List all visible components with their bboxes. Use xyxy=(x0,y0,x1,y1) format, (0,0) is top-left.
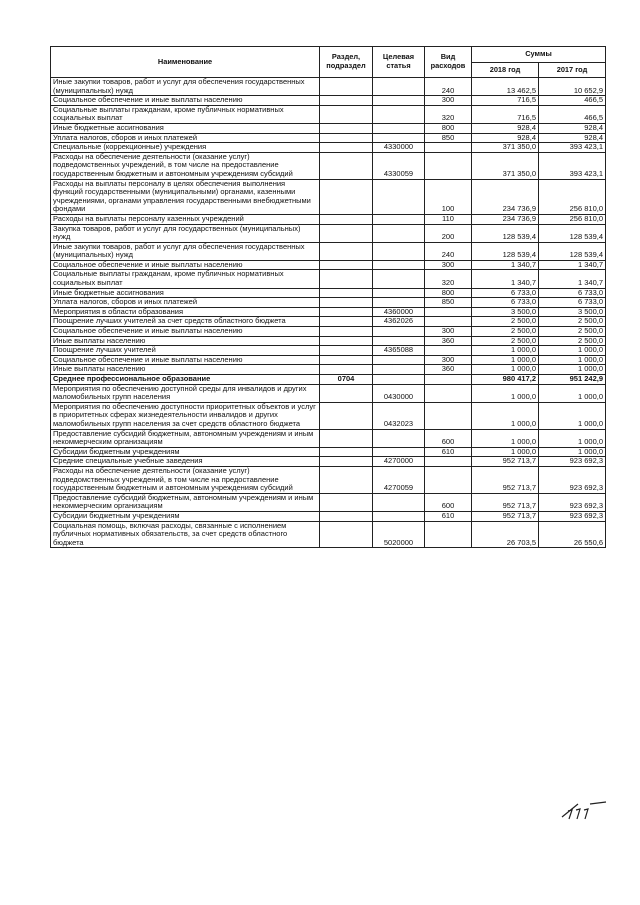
row-sum-2018: 234 736,9 xyxy=(472,214,539,224)
row-razdel xyxy=(320,457,373,467)
row-razdel xyxy=(320,365,373,375)
row-sum-2018: 13 462,5 xyxy=(472,78,539,96)
table-row xyxy=(51,511,606,521)
table-row xyxy=(51,327,606,337)
row-expense-type: 300 xyxy=(425,260,472,270)
table-row xyxy=(51,384,606,402)
row-name: Социальное обеспечение и иные выплаты населению xyxy=(51,96,320,106)
row-sum-2018: 26 703,5 xyxy=(472,521,539,548)
row-razdel xyxy=(320,384,373,402)
row-razdel xyxy=(320,521,373,548)
row-expense-type xyxy=(425,375,472,385)
row-expense-type: 610 xyxy=(425,511,472,521)
row-sum-2018: 2 500,0 xyxy=(472,336,539,346)
table-row xyxy=(51,298,606,308)
row-target-article: 4270059 xyxy=(373,466,425,493)
row-name: Социальные выплаты гражданам, кроме публичных нормативных социальных выплат xyxy=(51,105,320,123)
row-expense-type: 300 xyxy=(425,327,472,337)
row-target-article: 4330059 xyxy=(373,152,425,179)
row-sum-2018: 952 713,7 xyxy=(472,493,539,511)
row-name: Социальная помощь, включая расходы, связанные с исполнением публичных нормативных обязательств, за счет средств областного бюджета xyxy=(51,521,320,548)
row-sum-2017: 1 000,0 xyxy=(539,384,606,402)
row-razdel xyxy=(320,447,373,457)
row-name: Социальное обеспечение и иные выплаты населению xyxy=(51,355,320,365)
row-target-article xyxy=(373,214,425,224)
row-target-article xyxy=(373,179,425,214)
row-razdel xyxy=(320,96,373,106)
row-sum-2017: 3 500,0 xyxy=(539,307,606,317)
row-name: Социальное обеспечение и иные выплаты населению xyxy=(51,260,320,270)
row-expense-type: 110 xyxy=(425,214,472,224)
table-row xyxy=(51,447,606,457)
table-row xyxy=(51,152,606,179)
row-target-article xyxy=(373,365,425,375)
row-sum-2018: 2 500,0 xyxy=(472,317,539,327)
table-row xyxy=(51,402,606,429)
handwritten-page-mark xyxy=(560,798,608,820)
row-razdel xyxy=(320,307,373,317)
row-expense-type xyxy=(425,402,472,429)
row-target-article: 5020000 xyxy=(373,521,425,548)
row-expense-type xyxy=(425,521,472,548)
row-sum-2018: 128 539,4 xyxy=(472,224,539,242)
row-expense-type: 800 xyxy=(425,288,472,298)
row-sum-2018: 371 350,0 xyxy=(472,152,539,179)
row-name: Иные закупки товаров, работ и услуг для обеспечения государственных (муниципальных) нужд xyxy=(51,78,320,96)
row-target-article xyxy=(373,493,425,511)
row-name: Уплата налогов, сборов и иных платежей xyxy=(51,133,320,143)
row-name: Предоставление субсидий бюджетным, автономным учреждениям и иным некоммерческим организациям xyxy=(51,429,320,447)
row-expense-type: 300 xyxy=(425,355,472,365)
row-expense-type: 240 xyxy=(425,78,472,96)
row-name: Расходы на обеспечение деятельности (оказание услуг) подведомственных учреждений, в том числе на предоставление государственным бюджетным и автономным учреждениям субсидий xyxy=(51,152,320,179)
row-sum-2018: 1 000,0 xyxy=(472,429,539,447)
row-expense-type xyxy=(425,317,472,327)
row-razdel xyxy=(320,355,373,365)
row-target-article xyxy=(373,260,425,270)
row-razdel xyxy=(320,493,373,511)
header-year-2018: 2018 год xyxy=(472,63,539,78)
row-target-article xyxy=(373,123,425,133)
row-sum-2018: 952 713,7 xyxy=(472,466,539,493)
row-name: Предоставление субсидий бюджетным, автономным учреждениям и иным некоммерческим организациям xyxy=(51,493,320,511)
row-expense-type: 240 xyxy=(425,242,472,260)
row-sum-2017: 2 500,0 xyxy=(539,327,606,337)
row-sum-2017: 10 652,9 xyxy=(539,78,606,96)
table-row xyxy=(51,336,606,346)
row-sum-2017: 26 550,6 xyxy=(539,521,606,548)
row-expense-type xyxy=(425,143,472,153)
row-sum-2018: 128 539,4 xyxy=(472,242,539,260)
row-sum-2018: 952 713,7 xyxy=(472,457,539,467)
row-sum-2018: 1 340,7 xyxy=(472,260,539,270)
row-name: Мероприятия в области образования xyxy=(51,307,320,317)
row-target-article: 4270000 xyxy=(373,457,425,467)
row-razdel xyxy=(320,288,373,298)
row-sum-2018: 1 000,0 xyxy=(472,365,539,375)
row-sum-2018: 928,4 xyxy=(472,123,539,133)
row-sum-2018: 1 000,0 xyxy=(472,355,539,365)
row-razdel xyxy=(320,336,373,346)
table-row xyxy=(51,96,606,106)
row-razdel xyxy=(320,143,373,153)
row-razdel xyxy=(320,214,373,224)
row-target-article xyxy=(373,447,425,457)
row-target-article xyxy=(373,336,425,346)
row-expense-type xyxy=(425,384,472,402)
row-target-article xyxy=(373,96,425,106)
row-sum-2018: 716,5 xyxy=(472,96,539,106)
row-name: Уплата налогов, сборов и иных платежей xyxy=(51,298,320,308)
row-name: Иные закупки товаров, работ и услуг для обеспечения государственных (муниципальных) нужд xyxy=(51,242,320,260)
row-razdel: 0704 xyxy=(320,375,373,385)
row-sum-2017: 128 539,4 xyxy=(539,242,606,260)
row-sum-2018: 1 000,0 xyxy=(472,346,539,356)
row-razdel xyxy=(320,511,373,521)
table-row xyxy=(51,242,606,260)
row-sum-2017: 1 000,0 xyxy=(539,429,606,447)
row-sum-2017: 1 340,7 xyxy=(539,270,606,288)
row-sum-2018: 1 000,0 xyxy=(472,402,539,429)
table-row xyxy=(51,317,606,327)
row-target-article: 4330000 xyxy=(373,143,425,153)
table-row xyxy=(51,133,606,143)
row-name: Специальные (коррекционные) учреждения xyxy=(51,143,320,153)
table-row xyxy=(51,521,606,548)
row-sum-2018: 2 500,0 xyxy=(472,327,539,337)
row-target-article xyxy=(373,224,425,242)
row-name: Среднее профессиональное образование xyxy=(51,375,320,385)
row-sum-2017: 256 810,0 xyxy=(539,179,606,214)
row-target-article xyxy=(373,511,425,521)
row-sum-2017: 466,5 xyxy=(539,105,606,123)
row-razdel xyxy=(320,429,373,447)
row-sum-2017: 923 692,3 xyxy=(539,493,606,511)
row-sum-2018: 928,4 xyxy=(472,133,539,143)
row-name: Иные выплаты населению xyxy=(51,336,320,346)
row-sum-2017: 1 000,0 xyxy=(539,355,606,365)
row-target-article xyxy=(373,327,425,337)
table-row xyxy=(51,105,606,123)
row-target-article xyxy=(373,375,425,385)
table-row xyxy=(51,224,606,242)
header-razdel: Раздел, подраздел xyxy=(320,47,373,78)
row-expense-type: 610 xyxy=(425,447,472,457)
row-expense-type: 300 xyxy=(425,96,472,106)
table-row xyxy=(51,429,606,447)
row-sum-2017: 393 423,1 xyxy=(539,143,606,153)
table-row xyxy=(51,260,606,270)
row-expense-type: 100 xyxy=(425,179,472,214)
table-row xyxy=(51,143,606,153)
row-name: Иные бюджетные ассигнования xyxy=(51,123,320,133)
row-sum-2018: 716,5 xyxy=(472,105,539,123)
header-tselevaya: Целевая статья xyxy=(373,47,425,78)
row-target-article xyxy=(373,288,425,298)
row-name: Субсидии бюджетным учреждениям xyxy=(51,447,320,457)
row-target-article: 0430000 xyxy=(373,384,425,402)
row-target-article xyxy=(373,429,425,447)
header-year-2017: 2017 год xyxy=(539,63,606,78)
row-sum-2017: 6 733,0 xyxy=(539,288,606,298)
row-razdel xyxy=(320,317,373,327)
row-sum-2017: 1 000,0 xyxy=(539,447,606,457)
row-sum-2018: 3 500,0 xyxy=(472,307,539,317)
row-razdel xyxy=(320,270,373,288)
row-name: Социальное обеспечение и иные выплаты населению xyxy=(51,327,320,337)
row-expense-type: 360 xyxy=(425,365,472,375)
row-name: Социальные выплаты гражданам, кроме публичных нормативных социальных выплат xyxy=(51,270,320,288)
row-name: Поощрение лучших учителей за счет средств областного бюджета xyxy=(51,317,320,327)
row-sum-2018: 1 000,0 xyxy=(472,384,539,402)
row-expense-type: 320 xyxy=(425,105,472,123)
row-sum-2018: 952 713,7 xyxy=(472,511,539,521)
row-expense-type: 850 xyxy=(425,133,472,143)
row-expense-type xyxy=(425,346,472,356)
row-expense-type: 600 xyxy=(425,429,472,447)
table-row xyxy=(51,466,606,493)
row-name: Иные бюджетные ассигнования xyxy=(51,288,320,298)
row-target-article: 4362026 xyxy=(373,317,425,327)
row-razdel xyxy=(320,105,373,123)
row-name: Расходы на выплаты персоналу в целях обеспечения выполнения функций государственными (муниципальными) органами, казенными учреждениями, органами управления государственными внебюджетными фондами xyxy=(51,179,320,214)
row-name: Поощрение лучших учителей xyxy=(51,346,320,356)
row-target-article: 0432023 xyxy=(373,402,425,429)
row-razdel xyxy=(320,260,373,270)
row-name: Субсидии бюджетным учреждениям xyxy=(51,511,320,521)
table-row xyxy=(51,365,606,375)
table-row xyxy=(51,355,606,365)
row-expense-type: 360 xyxy=(425,336,472,346)
row-target-article xyxy=(373,78,425,96)
table-row xyxy=(51,179,606,214)
row-expense-type: 600 xyxy=(425,493,472,511)
row-sum-2017: 1 000,0 xyxy=(539,402,606,429)
row-target-article xyxy=(373,270,425,288)
row-sum-2017: 1 000,0 xyxy=(539,365,606,375)
row-razdel xyxy=(320,152,373,179)
row-razdel xyxy=(320,242,373,260)
row-sum-2017: 466,5 xyxy=(539,96,606,106)
table-row xyxy=(51,346,606,356)
row-razdel xyxy=(320,466,373,493)
row-target-article xyxy=(373,105,425,123)
table-row xyxy=(51,457,606,467)
row-sum-2017: 128 539,4 xyxy=(539,224,606,242)
row-razdel xyxy=(320,402,373,429)
row-sum-2018: 1 000,0 xyxy=(472,447,539,457)
row-razdel xyxy=(320,298,373,308)
row-sum-2017: 393 423,1 xyxy=(539,152,606,179)
row-sum-2018: 980 417,2 xyxy=(472,375,539,385)
table-row xyxy=(51,78,606,96)
row-sum-2017: 2 500,0 xyxy=(539,336,606,346)
row-name: Расходы на обеспечение деятельности (оказание услуг) подведомственных учреждений, в том числе на предоставление государственным бюджетным и автономным учреждениям субсидий xyxy=(51,466,320,493)
header-name: Наименование xyxy=(51,47,320,78)
row-name: Расходы на выплаты персоналу казенных учреждений xyxy=(51,214,320,224)
row-expense-type xyxy=(425,466,472,493)
table-body xyxy=(51,78,606,548)
row-sum-2018: 1 340,7 xyxy=(472,270,539,288)
row-sum-2018: 6 733,0 xyxy=(472,288,539,298)
row-expense-type: 200 xyxy=(425,224,472,242)
budget-table xyxy=(50,46,606,548)
row-name: Закупка товаров, работ и услуг для государственных (муниципальных) нужд xyxy=(51,224,320,242)
row-sum-2017: 1 340,7 xyxy=(539,260,606,270)
table-row xyxy=(51,307,606,317)
row-sum-2017: 951 242,9 xyxy=(539,375,606,385)
row-target-article: 4360000 xyxy=(373,307,425,317)
table-row xyxy=(51,493,606,511)
row-razdel xyxy=(320,179,373,214)
row-sum-2018: 371 350,0 xyxy=(472,143,539,153)
row-sum-2017: 928,4 xyxy=(539,123,606,133)
table-row xyxy=(51,288,606,298)
row-sum-2017: 1 000,0 xyxy=(539,346,606,356)
row-expense-type xyxy=(425,152,472,179)
row-target-article xyxy=(373,298,425,308)
row-target-article xyxy=(373,242,425,260)
table-row xyxy=(51,214,606,224)
row-sum-2018: 6 733,0 xyxy=(472,298,539,308)
row-target-article xyxy=(373,355,425,365)
row-expense-type: 320 xyxy=(425,270,472,288)
row-razdel xyxy=(320,78,373,96)
table-row xyxy=(51,375,606,385)
table-row xyxy=(51,270,606,288)
row-name: Иные выплаты населению xyxy=(51,365,320,375)
row-sum-2017: 2 500,0 xyxy=(539,317,606,327)
row-name: Мероприятия по обеспечению доступности приоритетных объектов и услуг в приоритетных сферах жизнедеятельности инвалидов и других маломобильных групп населения за счет средств областного бюджета xyxy=(51,402,320,429)
row-sum-2018: 234 736,9 xyxy=(472,179,539,214)
header-summy: Суммы xyxy=(472,47,606,63)
table-row xyxy=(51,123,606,133)
row-sum-2017: 6 733,0 xyxy=(539,298,606,308)
row-sum-2017: 256 810,0 xyxy=(539,214,606,224)
row-razdel xyxy=(320,346,373,356)
row-expense-type: 850 xyxy=(425,298,472,308)
row-name: Мероприятия по обеспечению доступной среды для инвалидов и других маломобильных групп населения xyxy=(51,384,320,402)
row-razdel xyxy=(320,327,373,337)
row-sum-2017: 928,4 xyxy=(539,133,606,143)
row-razdel xyxy=(320,123,373,133)
row-expense-type xyxy=(425,307,472,317)
row-sum-2017: 923 692,3 xyxy=(539,466,606,493)
row-razdel xyxy=(320,133,373,143)
row-target-article xyxy=(373,133,425,143)
row-sum-2017: 923 692,3 xyxy=(539,511,606,521)
header-vid: Вид расходов xyxy=(425,47,472,78)
row-expense-type xyxy=(425,457,472,467)
row-expense-type: 800 xyxy=(425,123,472,133)
row-razdel xyxy=(320,224,373,242)
row-sum-2017: 923 692,3 xyxy=(539,457,606,467)
row-target-article: 4365088 xyxy=(373,346,425,356)
row-name: Средние специальные учебные заведения xyxy=(51,457,320,467)
